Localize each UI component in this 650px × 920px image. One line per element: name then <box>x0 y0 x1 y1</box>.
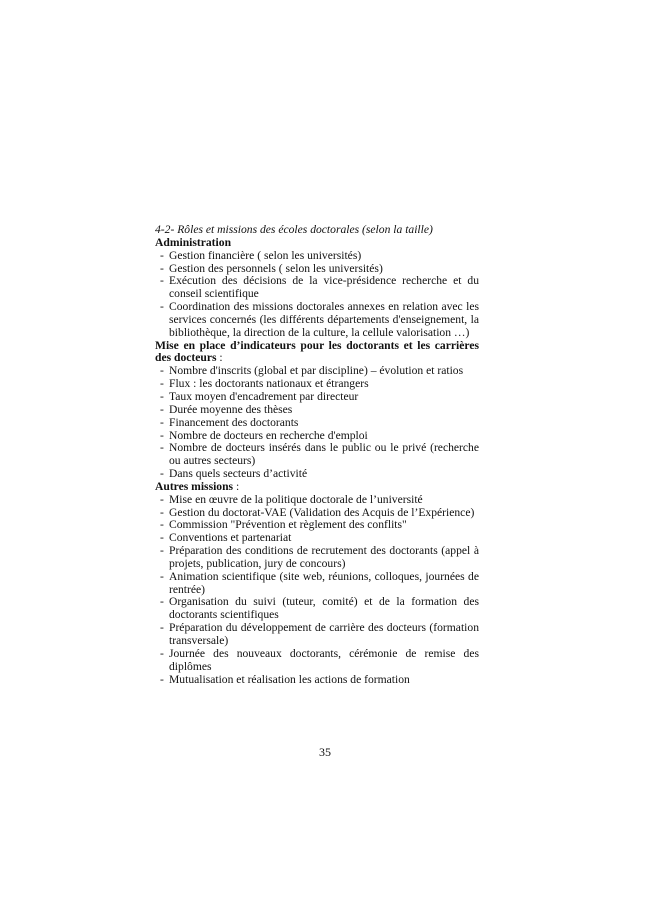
section-heading-autres-missions <box>155 481 479 494</box>
section-heading-text: Autres missions <box>155 479 234 493</box>
list-item: - Animation scientifique (site web, réunions, colloques, journées de rentrée) <box>169 571 479 597</box>
list-item: - Journée des nouveaux doctorants, cérémonie de remise des diplômes <box>169 648 479 674</box>
list-item: - Organisation du suivi (tuteur, comité) et de la formation des doctorants scientifiques <box>169 596 479 622</box>
section-heading-text: Mise en place d’indicateurs pour les doctorants et les carrières des docteurs <box>155 338 479 365</box>
list-item: - Nombre d'inscrits (global et par discipline) – évolution et ratios <box>169 365 479 378</box>
list-item: - Taux moyen d'encadrement par directeur <box>169 391 479 404</box>
list-item: - Mutualisation et réalisation les actions de formation <box>169 674 479 687</box>
list-item: - Commission "Prévention et règlement des conflits" <box>169 519 479 532</box>
list-item: - Dans quels secteurs d’activité <box>169 468 479 481</box>
section-heading-text: Administration <box>155 235 232 249</box>
section-heading-administration <box>155 237 479 250</box>
list-item: - Conventions et partenariat <box>169 532 479 545</box>
list-item: - Nombre de docteurs en recherche d'emploi <box>169 430 479 443</box>
list-item: - Gestion financière ( selon les universités) <box>169 250 479 263</box>
list-item: - Durée moyenne des thèses <box>169 404 479 417</box>
list-item: - Mise en œuvre de la politique doctorale de l’université <box>169 494 479 507</box>
page-content <box>155 224 479 686</box>
list-item: - Gestion du doctorat-VAE (Validation des Acquis de l’Expérience) <box>169 507 479 520</box>
list-item: - Gestion des personnels ( selon les universités) <box>169 263 479 276</box>
list-item: - Nombre de docteurs insérés dans le public ou le privé (recherche ou autres secteurs) <box>169 442 479 468</box>
list-autres-missions <box>155 494 479 687</box>
list-item: - Exécution des décisions de la vice-présidence recherche et du conseil scientifique <box>169 275 479 301</box>
list-item: - Préparation des conditions de recrutement des doctorants (appel à projets, publication, jury de concours) <box>169 545 479 571</box>
page-number: 35 <box>319 745 331 759</box>
section-heading-suffix: : <box>216 351 223 365</box>
list-item: - Financement des doctorants <box>169 417 479 430</box>
list-item: - Coordination des missions doctorales annexes en relation avec les services concernés (les différents départements d'enseignement, la bibliothèque, la direction de la culture, la cellule valorisation …) <box>169 301 479 340</box>
section-heading-suffix: : <box>233 479 240 493</box>
section-title: 4-2- Rôles et missions des écoles doctorales (selon la taille) <box>155 223 433 236</box>
list-item: - Préparation du développement de carrière des docteurs (formation transversale) <box>169 622 479 648</box>
list-indicateurs <box>155 365 479 481</box>
section-heading-indicateurs <box>155 340 479 366</box>
list-administration <box>155 250 479 340</box>
list-item: - Flux : les doctorants nationaux et étrangers <box>169 378 479 391</box>
